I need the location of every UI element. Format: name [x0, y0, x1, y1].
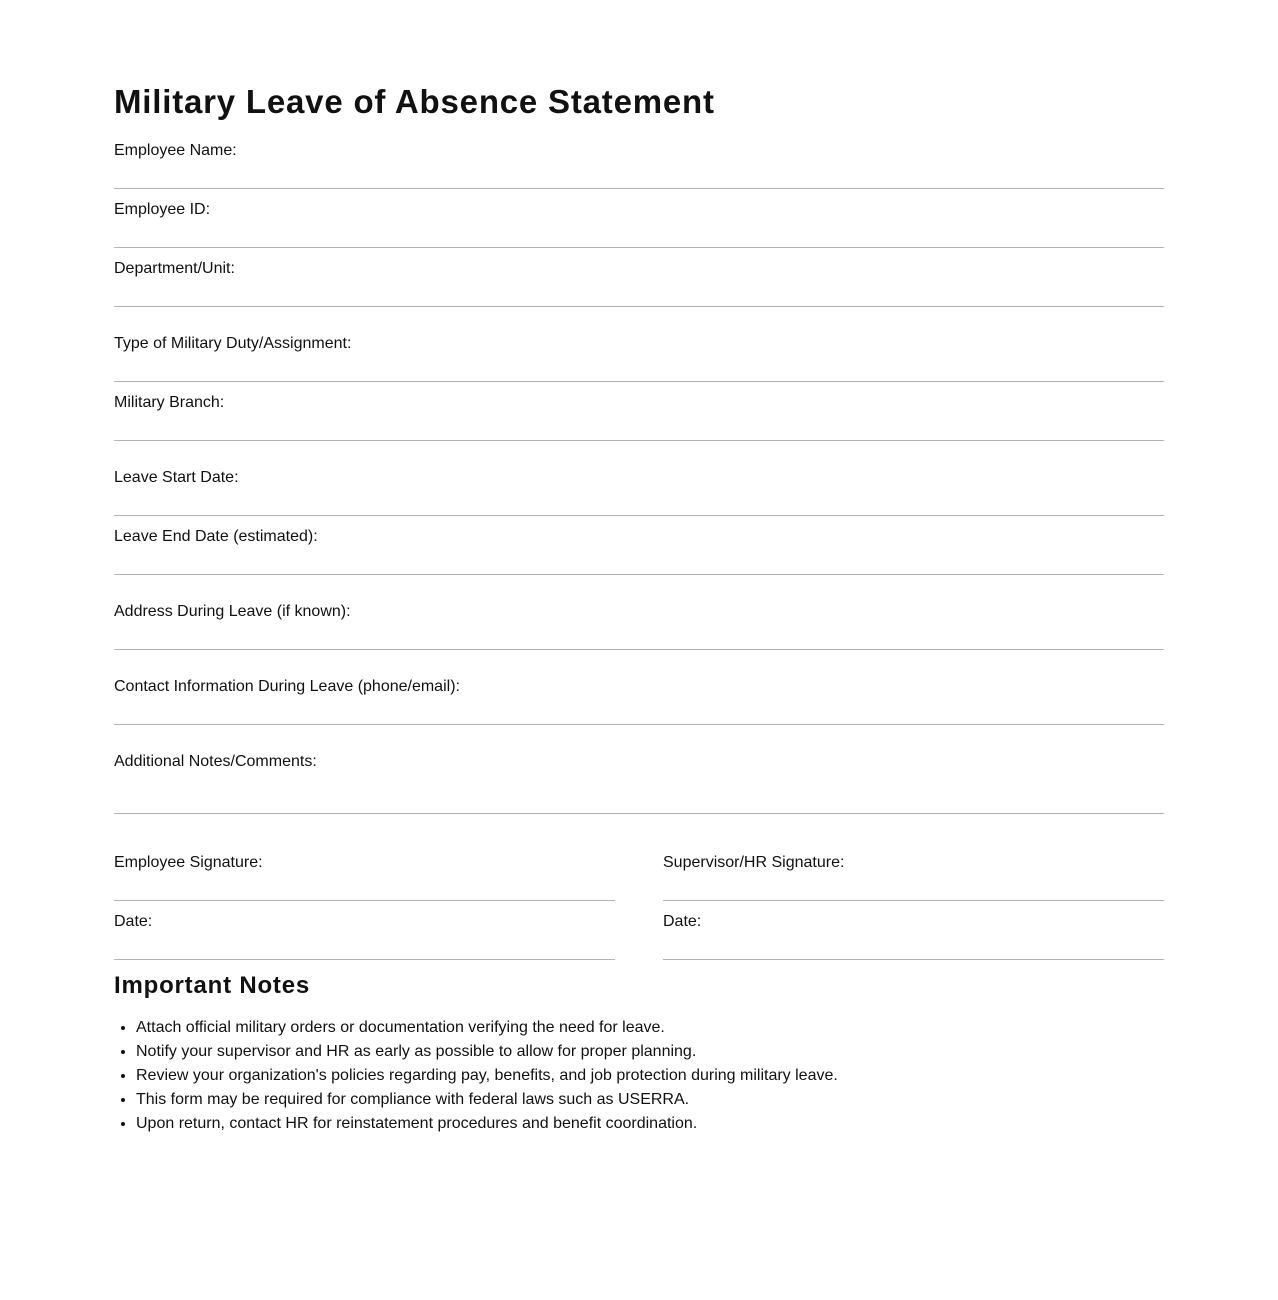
page-title: Military Leave of Absence Statement	[114, 83, 715, 120]
list-item: • Attach official military orders or documentation verifying the need for leave.	[136, 1016, 1164, 1040]
branch-field[interactable]	[114, 394, 1164, 441]
end-date-field[interactable]	[114, 528, 1164, 575]
list-item: • Upon return, contact HR for reinstatement procedures and benefit coordination.	[136, 1112, 1164, 1136]
start-date-label: Leave Start Date:	[114, 469, 239, 486]
supervisor-date-field[interactable]	[663, 913, 1164, 960]
supervisor-signature-field[interactable]	[663, 854, 1164, 901]
address-label: Address During Leave (if known):	[114, 603, 351, 620]
duty-type-field[interactable]	[114, 335, 1164, 382]
supervisor-signature-label: Supervisor/HR Signature:	[663, 854, 845, 871]
employee-name-label: Employee Name:	[114, 142, 237, 159]
employee-id-field[interactable]	[114, 201, 1164, 248]
address-field[interactable]	[114, 603, 1164, 650]
contact-field[interactable]	[114, 678, 1164, 725]
employee-signature-field[interactable]	[114, 854, 615, 901]
employee-signature-label: Employee Signature:	[114, 854, 263, 871]
employee-name-field[interactable]	[114, 142, 1164, 189]
employee-date-label: Date:	[114, 913, 153, 930]
department-field[interactable]	[114, 260, 1164, 307]
list-item: • Notify your supervisor and HR as early as possible to allow for proper planning.	[136, 1040, 1164, 1064]
start-date-field[interactable]	[114, 469, 1164, 516]
department-label: Department/Unit:	[114, 260, 235, 277]
branch-label: Military Branch:	[114, 394, 225, 411]
supervisor-date-label: Date:	[663, 913, 702, 930]
end-date-label: Leave End Date (estimated):	[114, 528, 318, 545]
employee-date-field[interactable]	[114, 913, 615, 960]
contact-label: Contact Information During Leave (phone/email):	[114, 678, 460, 695]
duty-type-label: Type of Military Duty/Assignment:	[114, 335, 352, 352]
notes-field[interactable]	[114, 753, 1164, 814]
important-notes-list	[114, 1016, 1164, 1136]
notes-label: Additional Notes/Comments:	[114, 753, 317, 770]
important-notes-heading: Important Notes	[114, 972, 311, 999]
list-item: • This form may be required for compliance with federal laws such as USERRA.	[136, 1088, 1164, 1112]
list-item: • Review your organization's policies regarding pay, benefits, and job protection during military leave.	[136, 1064, 1164, 1088]
employee-id-label: Employee ID:	[114, 201, 211, 218]
